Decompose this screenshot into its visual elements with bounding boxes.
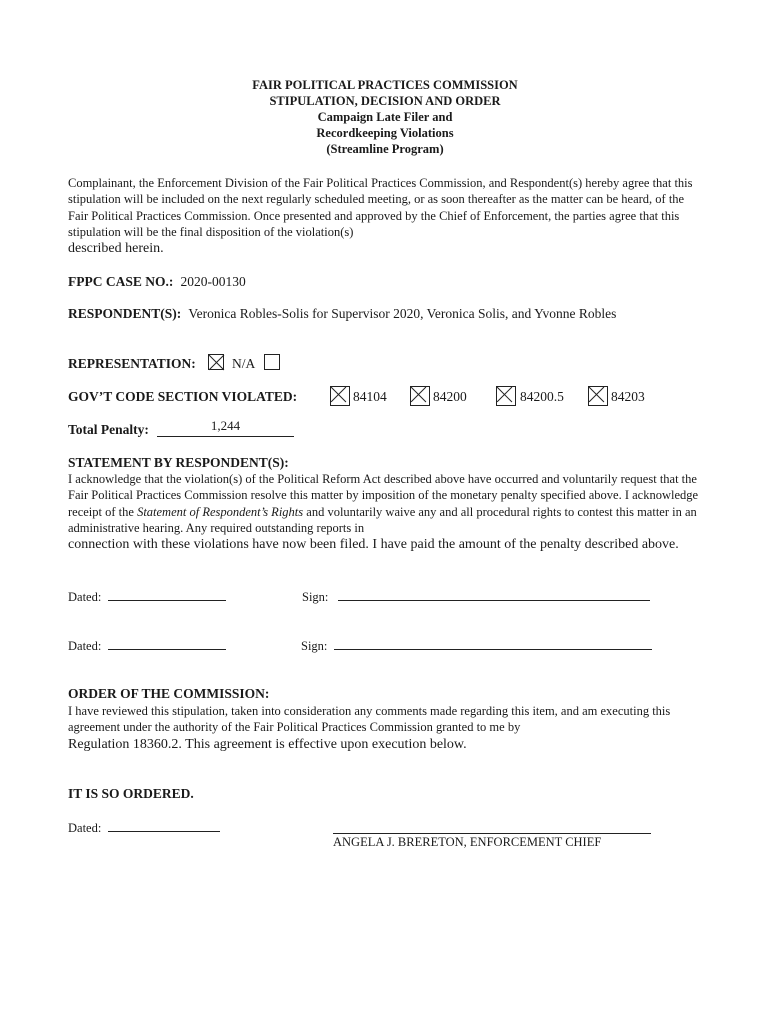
statement-rights-title: Statement of Respondent’s Rights <box>137 504 304 519</box>
case-number-value: 2020-00130 <box>180 274 246 289</box>
representation-checkbox[interactable] <box>208 354 224 370</box>
violation-code-84203: 84203 <box>611 389 645 404</box>
sign-field-2[interactable] <box>334 637 652 650</box>
statement-text-3: connection with these violations have now been filed. I have paid the amount of the penalty described above. <box>68 537 679 553</box>
document-header <box>0 77 770 157</box>
header-title: STIPULATION, DECISION AND ORDER <box>269 94 501 108</box>
so-ordered-label: IT IS SO ORDERED. <box>68 786 194 801</box>
order-text-2: Regulation 18360.2. This agreement is effective upon execution below. <box>68 736 467 752</box>
respondent-sign-2 <box>301 637 652 654</box>
header-subtitle-1: Campaign Late Filer and <box>317 110 453 124</box>
dated-field-1[interactable] <box>108 588 226 601</box>
order-text-1: I have reviewed this stipulation, taken into consideration any comments made regarding this item, and am executing this agreement under the authority of the Fair Political Practices Commission granted to me by <box>68 704 671 735</box>
dated-label: Dated: <box>68 590 102 604</box>
respondents-label: RESPONDENT(S): <box>68 306 182 321</box>
dated-label: Dated: <box>68 821 102 835</box>
chief-signature-line[interactable] <box>333 832 651 834</box>
total-penalty-label: Total Penalty: <box>68 422 149 437</box>
total-penalty-field[interactable]: 1,244 <box>157 419 294 437</box>
violation-checkbox-84200-5[interactable] <box>496 386 516 406</box>
order-heading: ORDER OF THE COMMISSION: <box>68 686 270 701</box>
statement-paragraph <box>68 471 700 554</box>
representation-label: REPRESENTATION: <box>68 356 196 371</box>
header-subtitle-2: Recordkeeping Violations <box>316 126 454 140</box>
violation-code-84104: 84104 <box>353 389 387 404</box>
case-number-label: FPPC CASE NO.: <box>68 274 174 289</box>
case-number-row <box>68 274 246 290</box>
order-dated <box>68 819 220 836</box>
statement-text-1: I acknowledge that the violation(s) of the Political Reform Act described above have occurred and voluntarily request that the Fair Political Practices Commission resolve this matter by imposition of the monetary penalty specified above. I acknowledge receipt of the <box>68 472 699 519</box>
representation-na-label: N/A <box>232 356 256 371</box>
statement-text-2: and voluntarily waive any and all procedural rights to contest this matter in an administrative hearing. Any required outstanding reports in <box>68 504 697 535</box>
sign-label: Sign: <box>301 639 328 653</box>
violation-checkbox-84200[interactable] <box>410 386 430 406</box>
violations-label: GOV’T CODE SECTION VIOLATED: <box>68 389 298 404</box>
respondents-value: Veronica Robles-Solis for Supervisor 2020, Veronica Solis, and Yvonne Robles <box>188 306 617 321</box>
violation-checkbox-84203[interactable] <box>588 386 608 406</box>
respondent-sign-1 <box>302 588 650 605</box>
order-paragraph <box>68 703 700 754</box>
intro-text: Complainant, the Enforcement Division of the Fair Political Practices Commission, and Respondent(s) hereby agree that this stipulation will be included on the next regularly scheduled meeting, or as soon thereafter as the matter can be heard, of the Fair Political Practices Commission. Once presented and approved by the Chief of Enforcement, the parties agree that this stipulation will be the final disposition of the violation(s) <box>68 176 693 239</box>
violation-code-84200-5: 84200.5 <box>520 389 564 404</box>
sign-field-1[interactable] <box>338 588 650 601</box>
chief-name: ANGELA J. BRERETON, ENFORCEMENT CHIEF <box>333 835 602 849</box>
header-program: (Streamline Program) <box>326 142 444 156</box>
respondent-dated-1 <box>68 588 226 605</box>
representation-na-checkbox[interactable] <box>264 354 280 370</box>
respondents-row <box>68 306 616 322</box>
respondent-dated-2 <box>68 637 226 654</box>
dated-label: Dated: <box>68 639 102 653</box>
sign-label: Sign: <box>302 590 329 604</box>
order-dated-field[interactable] <box>108 819 220 832</box>
intro-tail: described herein. <box>68 241 164 257</box>
violation-code-84200: 84200 <box>433 389 467 404</box>
intro-paragraph <box>68 175 700 258</box>
statement-heading: STATEMENT BY RESPONDENT(S): <box>68 455 289 470</box>
violation-checkbox-84104[interactable] <box>330 386 350 406</box>
header-commission: FAIR POLITICAL PRACTICES COMMISSION <box>252 78 518 92</box>
dated-field-2[interactable] <box>108 637 226 650</box>
